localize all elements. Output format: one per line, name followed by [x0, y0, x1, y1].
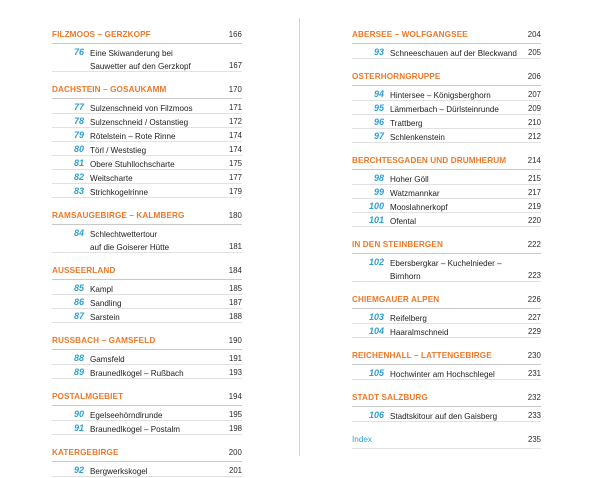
tour-title-line: Ebersbergkar – Kuchelnieder – [390, 259, 502, 268]
tour-title-line: Strichkogelrinne [90, 188, 149, 197]
section-title: BERCHTESGADEN UND DRUMHERUM [352, 156, 507, 165]
tour-title [90, 311, 220, 324]
section-page-number: 180 [228, 211, 242, 220]
section-page-number: 170 [228, 85, 242, 94]
section-title: AUSSEERLAND [52, 266, 116, 275]
tour-title [390, 131, 519, 144]
tour-page-number: 215 [527, 174, 541, 183]
tour-page-number: 188 [228, 312, 242, 321]
tour-number-badge: 79 [73, 130, 84, 140]
tour-number-badge: 89 [73, 367, 84, 377]
toc-entry[interactable] [352, 171, 541, 185]
tour-title [390, 410, 519, 423]
tour-title-line: Braunedlkogel – Rußbach [90, 369, 184, 378]
section-page-number: 204 [527, 30, 541, 39]
tour-title [90, 228, 220, 254]
section-page-number: 206 [527, 72, 541, 81]
index-entry[interactable] [352, 432, 541, 449]
tour-number-badge: 85 [73, 283, 84, 293]
section-title: REICHENHALL – LATTENGEBIRGE [352, 351, 492, 360]
tour-page-number: 177 [228, 173, 242, 182]
toc-entry[interactable] [52, 128, 242, 142]
tour-number-badge: 76 [73, 47, 84, 57]
tour-number-badge: 101 [368, 215, 384, 225]
tour-number-badge: 96 [373, 117, 384, 127]
section-page-number: 200 [228, 448, 242, 457]
tour-page-number: 210 [527, 118, 541, 127]
tour-title [90, 186, 220, 199]
section-title: POSTALMGEBIET [52, 392, 124, 401]
toc-entry[interactable] [52, 142, 242, 156]
toc-entry[interactable] [52, 45, 242, 72]
tour-page-number: 201 [228, 466, 242, 475]
section-heading[interactable] [352, 292, 541, 309]
section-title: STADT SALZBURG [352, 393, 428, 402]
tour-page-number: 217 [527, 188, 541, 197]
tour-page-number: 171 [228, 103, 242, 112]
tour-title-line: Weitscharte [90, 174, 133, 183]
tour-number-badge: 90 [73, 409, 84, 419]
tour-title-line: Lämmerbach – Dürlsteinrunde [390, 105, 499, 114]
tour-number-badge: 99 [373, 187, 384, 197]
tour-page-number: 220 [527, 216, 541, 225]
tour-number-badge: 84 [73, 228, 84, 238]
tour-title [390, 215, 519, 228]
toc-entry[interactable] [52, 281, 242, 295]
tour-title-line: Eine Skiwanderung bei [90, 49, 173, 58]
section-page-number: 226 [527, 295, 541, 304]
section-heading[interactable] [352, 237, 541, 254]
section-heading[interactable] [352, 348, 541, 365]
tour-title-line: Egelseehörndlrunde [90, 411, 163, 420]
tour-page-number: 175 [228, 159, 242, 168]
section-page-number: 184 [228, 266, 242, 275]
toc-entry[interactable] [52, 421, 242, 435]
toc-entry[interactable] [352, 115, 541, 129]
tour-number-badge: 87 [73, 311, 84, 321]
tour-title-line: Watzmannkar [390, 189, 440, 198]
tour-page-number: 205 [527, 48, 541, 57]
tour-title-line: Reifelberg [390, 314, 427, 323]
toc-entry[interactable] [352, 408, 541, 422]
tour-title-line: Sulzenschneid / Ostanstieg [90, 118, 189, 127]
tour-number-badge: 93 [373, 47, 384, 57]
tour-page-number: 187 [228, 298, 242, 307]
tour-title-line: Rötelstein – Rote Rinne [90, 132, 176, 141]
tour-page-number: 227 [527, 313, 541, 322]
tour-page-number: 185 [228, 284, 242, 293]
tour-page-number: 219 [527, 202, 541, 211]
section-page-number: 232 [527, 393, 541, 402]
section-heading[interactable] [352, 153, 541, 170]
toc-entry[interactable] [52, 463, 242, 477]
tour-number-badge: 98 [373, 173, 384, 183]
tour-page-number: 231 [527, 369, 541, 378]
section-title: ABERSEE – WOLFGANGSEE [352, 30, 468, 39]
toc-entry[interactable] [352, 101, 541, 115]
toc-entry[interactable] [52, 156, 242, 170]
tour-title-line: Hintersee – Königsberghorn [390, 91, 491, 100]
tour-title-line: Stadtskitour auf den Gaisberg [390, 412, 498, 421]
tour-title-line: Sarstein [90, 313, 120, 322]
tour-title-line: Obere Stuhllochscharte [90, 160, 175, 169]
tour-title-line: auf die Goiserer Hütte [90, 243, 170, 252]
tour-page-number: 181 [228, 242, 242, 251]
section-heading[interactable] [52, 445, 242, 462]
tour-number-badge: 104 [368, 326, 384, 336]
tour-title [390, 47, 519, 60]
tour-page-number: 174 [228, 131, 242, 140]
section-title: RAMSAUGEBIRGE – KALMBERG [52, 211, 185, 220]
tour-page-number: 195 [228, 410, 242, 419]
tour-number-badge: 103 [368, 312, 384, 322]
tour-number-badge: 78 [73, 116, 84, 126]
tour-number-badge: 80 [73, 144, 84, 154]
tour-page-number: 229 [527, 327, 541, 336]
toc-entry[interactable] [52, 114, 242, 128]
tour-number-badge: 95 [373, 103, 384, 113]
tour-number-badge: 102 [368, 257, 384, 267]
toc-entry[interactable] [352, 213, 541, 227]
tour-title-line: Haaralmschneid [390, 328, 449, 337]
tour-title [90, 423, 220, 436]
tour-page-number: 174 [228, 145, 242, 154]
tour-title-line: Ofental [390, 217, 417, 226]
tour-page-number: 233 [527, 411, 541, 420]
tour-number-badge: 92 [73, 465, 84, 475]
toc-entry[interactable] [52, 170, 242, 184]
tour-title-line: Trattberg [390, 119, 423, 128]
column-divider [299, 18, 300, 456]
toc-entry[interactable] [52, 351, 242, 365]
tour-page-number: 209 [527, 104, 541, 113]
toc-entry[interactable] [52, 407, 242, 421]
tour-number-badge: 91 [73, 423, 84, 433]
tour-number-badge: 88 [73, 353, 84, 363]
section-title: DACHSTEIN – GOSAUKAMM [52, 85, 167, 94]
tour-number-badge: 105 [368, 368, 384, 378]
tour-title [90, 367, 220, 380]
toc-entry[interactable] [352, 87, 541, 101]
tour-page-number: 179 [228, 187, 242, 196]
toc-entry[interactable] [352, 199, 541, 213]
tour-title-line: Mooslahnerkopf [390, 203, 448, 212]
index-page-number: 235 [527, 435, 541, 444]
toc-entry[interactable] [52, 295, 242, 309]
section-title: OSTERHORNGRUPPE [352, 72, 441, 81]
toc-entry[interactable] [352, 310, 541, 324]
tour-number-badge: 94 [373, 89, 384, 99]
toc-entry[interactable] [52, 365, 242, 379]
toc-entry[interactable] [52, 184, 242, 198]
tour-title-line: Schneeschauen auf der Bleckwand [390, 49, 517, 58]
tour-title-line: Gamsfeld [90, 355, 125, 364]
section-page-number: 166 [228, 30, 242, 39]
section-title: KATERGEBIRGE [52, 448, 119, 457]
section-page-number: 214 [527, 156, 541, 165]
tour-title-line: Sandling [90, 299, 122, 308]
tour-title-line: Kampl [90, 285, 113, 294]
tour-title-line: Bergwerkskogel [90, 467, 148, 476]
tour-number-badge: 77 [73, 102, 84, 112]
tour-title [90, 465, 220, 478]
tour-title-line: Törl / Weststieg [90, 146, 147, 155]
tour-title-line: Birnhorn [390, 272, 421, 281]
toc-entry[interactable] [52, 100, 242, 114]
tour-page-number: 193 [228, 368, 242, 377]
toc-entry[interactable] [352, 45, 541, 59]
tour-title-line: Schlechtwettertour [90, 230, 158, 239]
section-page-number: 194 [228, 392, 242, 401]
section-page-number: 222 [527, 240, 541, 249]
section-heading[interactable] [52, 389, 242, 406]
tour-title [390, 326, 519, 339]
tour-number-badge: 82 [73, 172, 84, 182]
tour-number-badge: 100 [368, 201, 384, 211]
tour-page-number: 172 [228, 117, 242, 126]
tour-number-badge: 106 [368, 410, 384, 420]
tour-page-number: 223 [527, 271, 541, 280]
tour-title-line: Sauwetter auf den Gerzkopf [90, 62, 191, 71]
tour-title-line: Schlenkenstein [390, 133, 445, 142]
section-heading[interactable] [52, 263, 242, 280]
tour-page-number: 167 [228, 61, 242, 70]
toc-entry[interactable] [52, 309, 242, 323]
tour-title [90, 47, 220, 73]
toc-entry[interactable] [352, 185, 541, 199]
tour-page-number: 191 [228, 354, 242, 363]
section-heading[interactable] [52, 208, 242, 225]
index-label: Index [352, 435, 373, 444]
section-heading[interactable] [52, 333, 242, 350]
section-title: IN DEN STEINBERGEN [352, 240, 443, 249]
section-title: CHIEMGAUER ALPEN [352, 295, 440, 304]
tour-title [390, 368, 519, 381]
toc-entry[interactable] [352, 366, 541, 380]
toc-entry[interactable] [352, 255, 541, 282]
tour-title-line: Sulzenschneid von Filzmoos [90, 104, 193, 113]
toc-entry[interactable] [352, 324, 541, 338]
tour-number-badge: 86 [73, 297, 84, 307]
toc-entry[interactable] [52, 226, 242, 253]
section-page-number: 230 [527, 351, 541, 360]
section-title: FILZMOOS – GERZKOPF [52, 30, 151, 39]
tour-page-number: 207 [527, 90, 541, 99]
section-heading[interactable] [352, 69, 541, 86]
section-heading[interactable] [52, 82, 242, 99]
tour-title-line: Braunedlkogel – Postalm [90, 425, 180, 434]
tour-number-badge: 83 [73, 186, 84, 196]
tour-page-number: 212 [527, 132, 541, 141]
tour-number-badge: 81 [73, 158, 84, 168]
tour-title [390, 257, 519, 283]
toc-entry[interactable] [352, 129, 541, 143]
section-page-number: 190 [228, 336, 242, 345]
section-heading[interactable] [352, 27, 541, 44]
section-heading[interactable] [352, 390, 541, 407]
tour-page-number: 198 [228, 424, 242, 433]
tour-number-badge: 97 [373, 131, 384, 141]
section-heading[interactable] [52, 27, 242, 44]
section-title: RUSSBACH – GAMSFELD [52, 336, 156, 345]
tour-title-line: Hoher Göll [390, 175, 429, 184]
tour-title-line: Hochwinter am Hochschlegel [390, 370, 495, 379]
